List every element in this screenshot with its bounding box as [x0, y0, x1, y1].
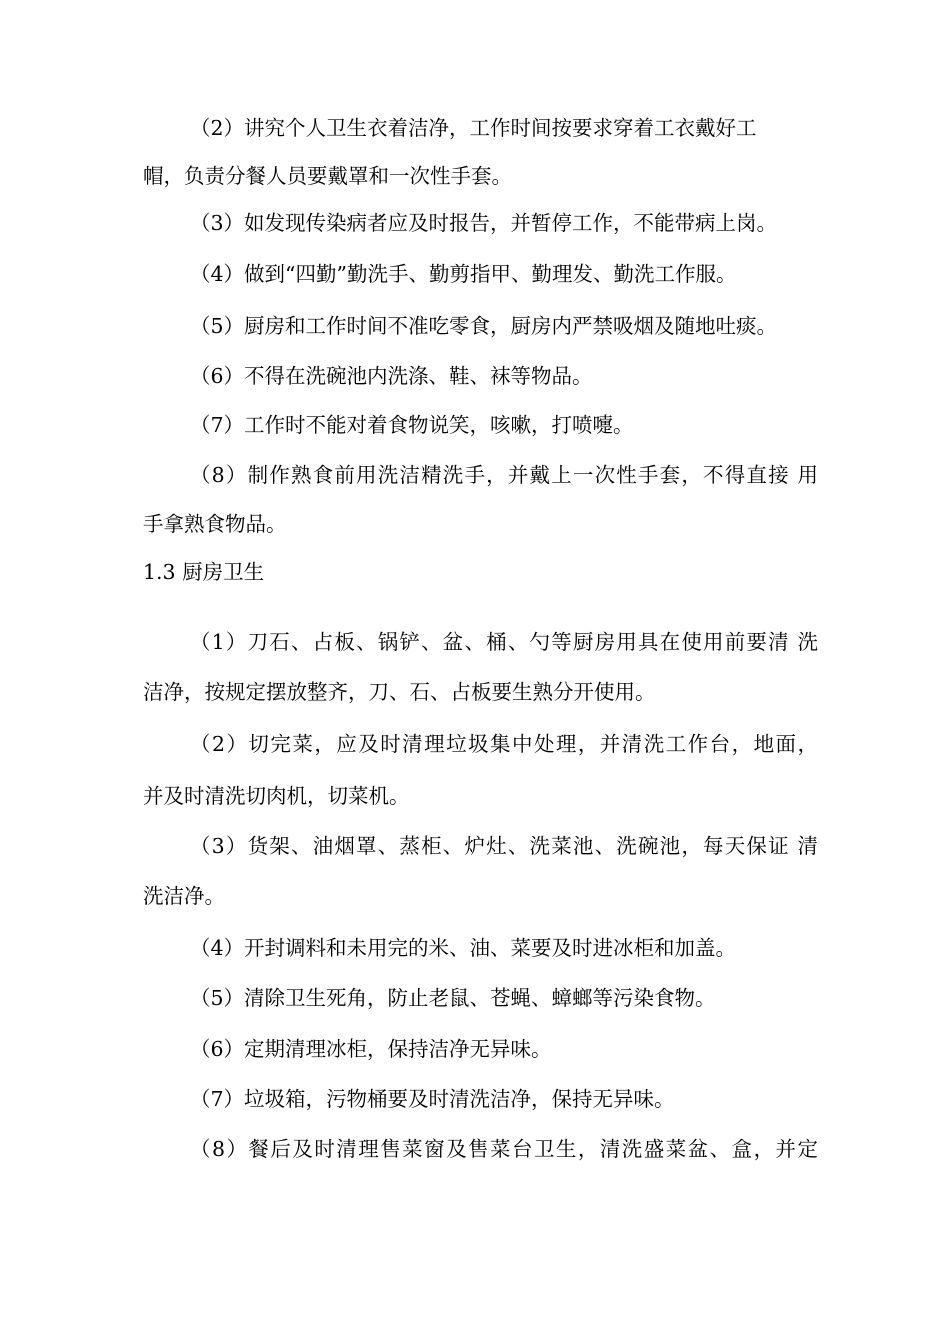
- paragraph-kitchen-6: （6）定期清理冰柜，保持洁净无异味。: [190, 1037, 552, 1061]
- paragraph-hygiene-6: （6）不得在洗碗池内洗涤、鞋、袜等物品。: [190, 364, 593, 388]
- paragraph-kitchen-3-line-2: 洗洁净。: [143, 884, 225, 908]
- paragraph-kitchen-3-line-1: （3）货架、油烟罩、蒸柜、炉灶、洗菜池、洗碗池，每天保证 清: [190, 834, 818, 858]
- paragraph-hygiene-5: （5）厨房和工作时间不准吃零食，厨房内严禁吸烟及随地吐痰。: [190, 314, 778, 338]
- paragraph-hygiene-2-line-1: （2）讲究个人卫生衣着洁净，工作时间按要求穿着工衣戴好工: [190, 116, 757, 140]
- paragraph-kitchen-5: （5）清除卫生死角，防止老鼠、苍蝇、蟑螂等污染食物。: [190, 986, 716, 1010]
- paragraph-hygiene-3: （3）如发现传染病者应及时报告，并暂停工作，不能带病上岗。: [190, 211, 778, 235]
- paragraph-hygiene-8-line-2: 手拿熟食物品。: [143, 512, 287, 536]
- section-heading: 1.3 厨房卫生: [143, 560, 265, 584]
- paragraph-hygiene-4: （4）做到“四勤”勤洗手、勤剪指甲、勤理发、勤洗工作服。: [190, 262, 737, 286]
- paragraph-kitchen-1-line-1: （1）刀石、占板、锅铲、盆、桶、勺等厨房用具在使用前要清 洗: [190, 630, 818, 654]
- paragraph-kitchen-4: （4）开封调料和未用完的米、油、菜要及时进冰柜和加盖。: [190, 936, 737, 960]
- paragraph-kitchen-2-line-2: 并及时清洗切肉机，切菜机。: [143, 784, 410, 808]
- paragraph-kitchen-1-line-2: 洁净，按规定摆放整齐，刀、石、占板要生熟分开使用。: [143, 680, 656, 704]
- paragraph-kitchen-8-line-1: （8）餐后及时清理售菜窗及售菜台卫生，清洗盛菜盆、盒，并定: [190, 1137, 818, 1161]
- paragraph-hygiene-8-line-1: （8）制作熟食前用洗洁精洗手，并戴上一次性手套，不得直接 用: [190, 463, 818, 487]
- paragraph-kitchen-7: （7）垃圾箱，污物桶要及时清洗洁净，保持无异味。: [190, 1087, 675, 1111]
- paragraph-hygiene-2-line-2: 帽，负责分餐人员要戴罩和一次性手套。: [143, 164, 512, 188]
- paragraph-hygiene-7: （7）工作时不能对着食物说笑，咳嗽，打喷嚏。: [190, 413, 634, 437]
- paragraph-kitchen-2-line-1: （2）切完菜，应及时清理垃圾集中处理，并清洗工作台，地面，: [190, 732, 818, 756]
